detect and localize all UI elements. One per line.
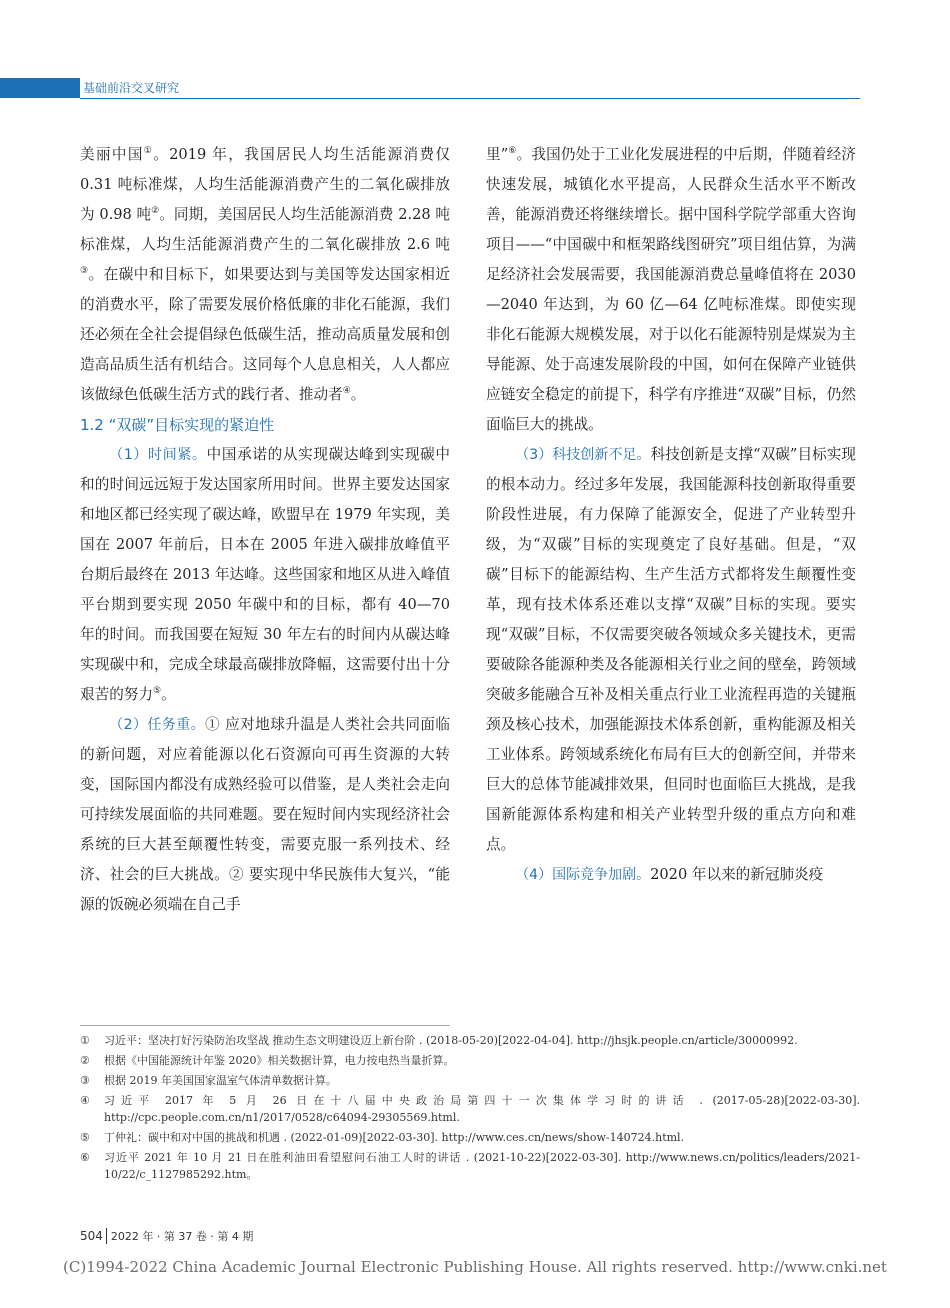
issue-info: 2022 年 · 第 37 卷 · 第 4 期 [110,1230,254,1243]
footnote-ref[interactable]: ② [151,206,160,217]
footnote [80,1032,860,1049]
footnote [80,1149,860,1183]
page-footer [80,1226,253,1246]
section-heading: 1.2 “双碳”目标实现的紧迫性 [80,416,275,434]
footnote-number: ⑤ [80,1131,90,1144]
footnote-number: ② [80,1054,90,1067]
left-column [80,140,450,920]
footnote-number: ③ [80,1074,90,1087]
header-accent-bar [0,78,80,98]
text-run: 里” [486,146,509,163]
footnote-text: 根据《中国能源统计年鉴 2020》相关数据计算，电力按电热当量折算。 [104,1054,455,1067]
footnote-ref[interactable]: ① [143,146,154,157]
paragraph-keyword: （4）国际竞争加剧。 [515,867,651,883]
footnote-text: 丁仲礼：碳中和对中国的挑战和机遇 . (2022-01-09)[2022-03-30]. http://www.ces.cn/news/show-140724.html. [104,1131,685,1144]
running-header-title: 基础前沿交叉研究 [83,81,180,95]
footnote [80,1129,860,1146]
footnote-number: ⑥ [80,1151,90,1164]
text-run: 。在碳中和目标下，如果要达到与美国等发达国家相近的消费水平，除了需要发展价格低廉的非化石能源，我们还必须在全社会提倡绿色低碳生活，推动高质量发展和创造高品质生活有机结合。这同每个人息息相关，人人都应该做绿色低碳生活方式的践行者、推动者 [80,266,450,403]
text-run: 。 [161,686,176,703]
page-number: 504 [80,1229,103,1243]
header-rule [80,98,860,99]
footnote-number: ① [80,1034,90,1047]
text-run: 美丽中国 [80,146,144,163]
text-run: 。我国仍处于工业化发展进程的中后期，伴随着经济快速发展，城镇化水平提高，人民群众生活水平不断改善，能源消费还将继续增长。据中国科学院学部重大咨询项目——“中国碳中和框架路线图研究”项目组估算，为满足经济社会发展需要，我国能源消费总量峰值将在 2030—2040 年达到，为 60 亿—64 亿吨标准煤。即使实现非化石能源大规模发展，对于以化石能源特别是煤炭为主导能源、处于高速发展阶段的中国，如何在保障产业链供应链安全稳定的前提下，科学有序推进“双碳”目标，仍然面临巨大的挑战。 [486,146,856,433]
footnote-text: 习近平 2021 年 10 月 21 日在胜利油田看望慰问石油工人时的讲话 . (2021-10-22)[2022-03-30]. http://www.news.cn/politics/leaders/2021-10/22/c_1127985292.htm。 [104,1151,860,1181]
copyright-watermark: (C)1994-2022 China Academic Journal Electronic Publishing House. All rights reserved. http://www.cnki.net [63,1258,887,1276]
paragraph-keyword: （2）任务重。 [109,717,206,733]
footnote [80,1072,860,1089]
footnote-rule [80,1025,450,1026]
text-run: 。同期，美国居民人均生活能源消费 2.28 吨标准煤，人均生活能源消费产生的二氧化碳排放 2.6 吨 [80,206,450,253]
paragraph [80,710,450,920]
paragraph [486,860,856,890]
footnote-number: ④ [80,1094,90,1107]
paragraph-keyword: （3）科技创新不足。 [515,447,651,463]
text-run: 。2019 年，我国居民人均生活能源消费仅 0.31 吨标准煤，人均生活能源消费产生的二氧化碳排放为 0.98 吨 [80,146,450,223]
footnote-ref[interactable]: ④ [342,386,351,397]
footnote-text: 根据 2019 年美国国家温室气体清单数据计算。 [104,1074,337,1087]
paragraph [486,140,856,440]
paragraph [486,440,856,860]
text-run: 2020 年以来的新冠肺炎疫 [650,866,824,883]
paragraph-keyword: （1）时间紧。 [109,447,207,463]
text-run: 科技创新是支撑“双碳”目标实现的根本动力。经过多年发展，我国能源科技创新取得重要阶段性进展，有力保障了能源安全，促进了产业转型升级，为“双碳”目标的实现奠定了良好基础。但是，“双碳”目标下的能源结构、生产生活方式都将发生颠覆性变革，现有技术体系还难以支撑“双碳”目标的实现。要实现“双碳”目标，不仅需要突破各领域众多关键技术，更需要破除各能源种类及各能源相关行业之间的壁垒，跨领域突破多能融合互补及相关重点行业工业流程再造的关键瓶颈及核心技术，加强能源技术体系创新，重构能源及相关工业体系。跨领域系统化布局有巨大的创新空间，并带来巨大的总体节能减排效果，但同时也面临巨大挑战，是我国新能源体系构建和相关产业转型升级的重点方向和难点。 [486,446,856,853]
footnote [80,1052,860,1069]
right-column [486,140,856,890]
footnote-ref[interactable]: ⑤ [152,686,162,697]
footnote-text: 习近平 2017 年 5 月 26 日在十八届中央政治局第四十一次集体学习时的讲话 . (2017-05-28)[2022-03-30]. http://cpc.people.com.cn/n1/2017/0528/c64094-29305569.html. [104,1094,860,1124]
text-run: ① 应对地球升温是人类社会共同面临的新问题，对应着能源以化石资源向可再生资源的大转变，国际国内都没有成熟经验可以借鉴，是人类社会走向可持续发展面临的共同难题。要在短时间内实现经济社会系统的巨大甚至颠覆性转变，需要克服一系列技术、经济、社会的巨大挑战。② 要实现中华民族伟大复兴，“能源的饭碗必须端在自己手 [80,716,450,913]
footnote-ref[interactable]: ③ [80,266,89,277]
text-run: 。 [350,386,366,403]
text-run: 中国承诺的从实现碳达峰到实现碳中和的时间远远短于发达国家所用时间。世界主要发达国家和地区都已经实现了碳达峰，欧盟早在 1979 年实现，美国在 2007 年前后，日本在 2005 年进入碳排放峰值平台期后最终在 2013 年达峰。这些国家和地区从进入峰值平台期到要实现 2050 年碳中和的目标，都有 40—70 年的时间。而我国要在短短 30 年左右的时间内从碳达峰实现碳中和，完成全球最高碳排放降幅，这需要付出十分艰苦的努力 [80,446,450,703]
footnotes [80,1032,860,1186]
footer-divider [106,1228,107,1244]
footnote [80,1092,860,1126]
paragraph [80,440,450,710]
paragraph [80,140,450,410]
footnote-text: 习近平：坚决打好污染防治攻坚战 推动生态文明建设迈上新台阶 . (2018-05-20)[2022-04-04]. http://jhsjk.people.cn/article/30000992. [104,1034,798,1047]
footnote-ref[interactable]: ⑥ [508,146,517,157]
